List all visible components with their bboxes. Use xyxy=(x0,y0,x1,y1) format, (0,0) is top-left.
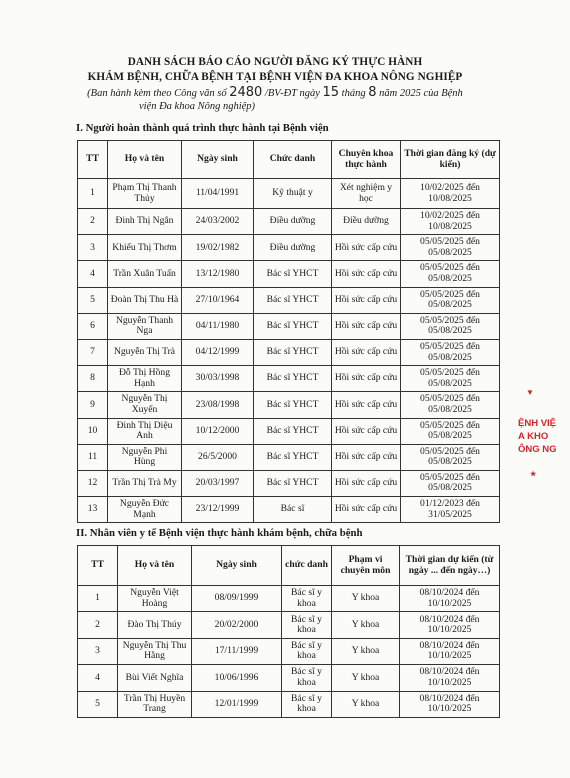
staff-table xyxy=(77,545,500,718)
cell-specialty: Hồi sức cấp cứu xyxy=(332,418,401,444)
cell-tt: 1 xyxy=(78,586,118,612)
subtitle-part: tháng xyxy=(339,88,369,99)
cell-title: Bác sĩ YHCT xyxy=(254,313,332,339)
practitioners-table xyxy=(77,140,500,523)
cell-period: 08/10/2024 đến 10/10/2025 xyxy=(400,638,500,664)
col-header-title: chức danh xyxy=(282,546,332,586)
cell-dob: 10/06/1996 xyxy=(192,665,282,691)
col-header-name: Họ và tên xyxy=(118,546,192,586)
table-row xyxy=(78,691,500,717)
cell-tt: 2 xyxy=(78,209,108,235)
cell-specialty: Hồi sức cấp cứu xyxy=(332,287,401,313)
cell-period: 05/05/2025 đến 05/08/2025 xyxy=(401,235,500,261)
cell-specialty: Hồi sức cấp cứu xyxy=(332,235,401,261)
staff-table-body xyxy=(78,586,500,718)
cell-name: Nguyễn Thị Thu Hằng xyxy=(118,638,192,664)
cell-name: Trần Thị Huyền Trang xyxy=(118,691,192,717)
cell-title: Bác sĩ YHCT xyxy=(254,392,332,418)
table-row xyxy=(78,586,500,612)
cell-tt: 5 xyxy=(78,287,108,313)
red-seal-stamp: ▼ ỆNH VIỆ A KHO ÔNG NG ★ xyxy=(518,388,557,478)
doc-title-line2: KHÁM BỆNH, CHỮA BỆNH TẠI BỆNH VIỆN ĐA KHOA NÔNG NGHIỆP xyxy=(87,71,463,83)
cell-name: Nguyễn Thị Xuyến xyxy=(108,392,182,418)
cell-specialty: Hồi sức cấp cứu xyxy=(332,470,401,496)
cell-period: 05/05/2025 đến 05/08/2025 xyxy=(401,313,500,339)
cell-tt: 12 xyxy=(78,470,108,496)
table-row xyxy=(78,418,500,444)
cell-name: Phạm Thị Thanh Thủy xyxy=(108,179,182,209)
stamp-line-2: A KHO xyxy=(518,431,549,442)
cell-tt: 6 xyxy=(78,313,108,339)
cell-period: 01/12/2023 đến 31/05/2025 xyxy=(401,497,500,523)
subtitle-part: năm 2025 của Bệnh xyxy=(376,88,463,99)
stamp-line-1: ỆNH VIỆ xyxy=(518,418,557,429)
col-header-title: Chức danh xyxy=(254,141,332,179)
cell-name: Trần Xuân Tuấn xyxy=(108,261,182,287)
cell-name: Đinh Thị Diệu Anh xyxy=(108,418,182,444)
table-row xyxy=(78,179,500,209)
cell-period: 05/05/2025 đến 05/08/2025 xyxy=(401,392,500,418)
cell-period: 05/05/2025 đến 05/08/2025 xyxy=(401,470,500,496)
cell-dob: 20/02/2000 xyxy=(192,612,282,638)
cell-name: Nguyễn Việt Hoàng xyxy=(118,586,192,612)
cell-title: Bác sĩ YHCT xyxy=(254,287,332,313)
cell-specialty: Hồi sức cấp cứu xyxy=(332,366,401,392)
col-header-dob: Ngày sinh xyxy=(192,546,282,586)
handwritten-doc-number: 2480 xyxy=(229,85,263,100)
cell-tt: 8 xyxy=(78,366,108,392)
cell-specialty: Y khoa xyxy=(332,691,400,717)
table-row xyxy=(78,612,500,638)
cell-dob: 27/10/1964 xyxy=(182,287,254,313)
cell-tt: 11 xyxy=(78,444,108,470)
cell-tt: 4 xyxy=(78,665,118,691)
cell-name: Nguyễn Đức Mạnh xyxy=(108,497,182,523)
col-header-period: Thời gian đăng ký (dự kiến) xyxy=(401,141,500,179)
cell-dob: 12/01/1999 xyxy=(192,691,282,717)
doc-subtitle-line2: viện Đa khoa Nông nghiệp) xyxy=(138,101,256,112)
cell-title: Bác sĩ xyxy=(254,497,332,523)
col-header-specialty: Chuyên khoa thực hành xyxy=(332,141,401,179)
table-row xyxy=(78,444,500,470)
cell-period: 05/05/2025 đến 05/08/2025 xyxy=(401,261,500,287)
cell-specialty: Hồi sức cấp cứu xyxy=(332,392,401,418)
cell-period: 10/02/2025 đến 10/08/2025 xyxy=(401,179,500,209)
table-header-row xyxy=(78,546,500,586)
cell-title: Bác sĩ YHCT xyxy=(254,366,332,392)
cell-period: 08/10/2024 đến 10/10/2025 xyxy=(400,691,500,717)
table-row xyxy=(78,209,500,235)
section-2-title: II. Nhân viên y tế Bệnh viện thực hành khám bệnh, chữa bệnh xyxy=(76,527,363,539)
cell-period: 05/05/2025 đến 05/08/2025 xyxy=(401,287,500,313)
table-row xyxy=(78,665,500,691)
cell-dob: 30/03/1998 xyxy=(182,366,254,392)
cell-dob: 19/02/1982 xyxy=(182,235,254,261)
cell-name: Đinh Thị Ngân xyxy=(108,209,182,235)
cell-tt: 4 xyxy=(78,261,108,287)
cell-specialty: Hồi sức cấp cứu xyxy=(332,339,401,365)
cell-period: 08/10/2024 đến 10/10/2025 xyxy=(400,612,500,638)
cell-period: 08/10/2024 đến 10/10/2025 xyxy=(400,665,500,691)
cell-name: Nguyễn Thị Trà xyxy=(108,339,182,365)
cell-title: Bác sĩ y khoa xyxy=(282,665,332,691)
cell-period: 05/05/2025 đến 05/08/2025 xyxy=(401,444,500,470)
cell-dob: 23/12/1999 xyxy=(182,497,254,523)
cell-dob: 08/09/1999 xyxy=(192,586,282,612)
table-row xyxy=(78,392,500,418)
cell-dob: 26/5/2000 xyxy=(182,444,254,470)
col-header-tt: TT xyxy=(78,141,108,179)
table-row xyxy=(78,287,500,313)
table-row xyxy=(78,339,500,365)
cell-title: Bác sĩ YHCT xyxy=(254,470,332,496)
cell-title: Bác sĩ YHCT xyxy=(254,444,332,470)
cell-title: Bác sĩ y khoa xyxy=(282,586,332,612)
cell-specialty: Hồi sức cấp cứu xyxy=(332,313,401,339)
cell-period: 08/10/2024 đến 10/10/2025 xyxy=(400,586,500,612)
cell-title: Bác sĩ YHCT xyxy=(254,418,332,444)
table-row xyxy=(78,313,500,339)
subtitle-part: /BV-ĐT ngày xyxy=(262,88,323,99)
col-header-dob: Ngày sinh xyxy=(182,141,254,179)
col-header-scope: Phạm vi chuyên môn xyxy=(332,546,400,586)
table-row xyxy=(78,235,500,261)
handwritten-day: 15 xyxy=(322,85,340,100)
cell-tt: 13 xyxy=(78,497,108,523)
cell-dob: 13/12/1980 xyxy=(182,261,254,287)
cell-tt: 9 xyxy=(78,392,108,418)
cell-specialty: Hồi sức cấp cứu xyxy=(332,444,401,470)
cell-tt: 2 xyxy=(78,612,118,638)
cell-name: Nguyễn Phi Hùng xyxy=(108,444,182,470)
table-row xyxy=(78,261,500,287)
col-header-name: Họ và tên xyxy=(108,141,182,179)
cell-dob: 04/11/1980 xyxy=(182,313,254,339)
cell-title: Bác sĩ y khoa xyxy=(282,691,332,717)
cell-specialty: Y khoa xyxy=(332,665,400,691)
cell-specialty: Hồi sức cấp cứu xyxy=(332,261,401,287)
cell-tt: 7 xyxy=(78,339,108,365)
cell-title: Bác sĩ YHCT xyxy=(254,261,332,287)
cell-tt: 1 xyxy=(78,179,108,209)
table-row xyxy=(78,497,500,523)
cell-specialty: Y khoa xyxy=(332,612,400,638)
cell-name: Đào Thị Thúy xyxy=(118,612,192,638)
cell-dob: 11/04/1991 xyxy=(182,179,254,209)
cell-name: Bùi Viết Nghĩa xyxy=(118,665,192,691)
cell-period: 10/02/2025 đến 10/08/2025 xyxy=(401,209,500,235)
doc-subtitle xyxy=(0,86,550,100)
cell-tt: 5 xyxy=(78,691,118,717)
cell-dob: 24/03/2002 xyxy=(182,209,254,235)
cell-dob: 20/03/1997 xyxy=(182,470,254,496)
cell-dob: 17/11/1999 xyxy=(192,638,282,664)
cell-name: Trần Thị Trà My xyxy=(108,470,182,496)
cell-name: Khiếu Thị Thơm xyxy=(108,235,182,261)
cell-name: Nguyễn Thanh Nga xyxy=(108,313,182,339)
practitioners-table-body xyxy=(78,179,500,523)
cell-title: Điều dưỡng xyxy=(254,209,332,235)
cell-tt: 3 xyxy=(78,235,108,261)
cell-specialty: Điều dưỡng xyxy=(332,209,401,235)
cell-period: 05/05/2025 đến 05/08/2025 xyxy=(401,418,500,444)
cell-specialty: Y khoa xyxy=(332,586,400,612)
cell-tt: 10 xyxy=(78,418,108,444)
stamp-line-3: ÔNG NG xyxy=(518,444,557,455)
cell-dob: 23/08/1998 xyxy=(182,392,254,418)
cell-name: Đoàn Thị Thu Hà xyxy=(108,287,182,313)
cell-dob: 10/12/2000 xyxy=(182,418,254,444)
subtitle-part: (Ban hành kèm theo Công văn số xyxy=(87,88,230,99)
cell-title: Điều dưỡng xyxy=(254,235,332,261)
cell-dob: 04/12/1999 xyxy=(182,339,254,365)
handwritten-month: 8 xyxy=(368,85,377,100)
col-header-period: Thời gian dự kiến (từ ngày ... đến ngày…) xyxy=(400,546,500,586)
cell-title: Kỹ thuật y xyxy=(254,179,332,209)
table-header-row xyxy=(78,141,500,179)
cell-period: 05/05/2025 đến 05/08/2025 xyxy=(401,339,500,365)
cell-title: Bác sĩ y khoa xyxy=(282,612,332,638)
table-row xyxy=(78,470,500,496)
cell-specialty: Hồi sức cấp cứu xyxy=(332,497,401,523)
cell-name: Đỗ Thị Hồng Hạnh xyxy=(108,366,182,392)
col-header-tt: TT xyxy=(78,546,118,586)
doc-title-line1: DANH SÁCH BÁO CÁO NGƯỜI ĐĂNG KÝ THỰC HÀNH xyxy=(127,56,423,68)
section-1-title: I. Người hoàn thành quá trình thực hành tại Bệnh viện xyxy=(76,122,329,134)
table-row xyxy=(78,366,500,392)
cell-period: 05/05/2025 đến 05/08/2025 xyxy=(401,366,500,392)
cell-tt: 3 xyxy=(78,638,118,664)
cell-title: Bác sĩ YHCT xyxy=(254,339,332,365)
table-row xyxy=(78,638,500,664)
cell-specialty: Xét nghiệm y học xyxy=(332,179,401,209)
cell-specialty: Y khoa xyxy=(332,638,400,664)
cell-title: Bác sĩ y khoa xyxy=(282,638,332,664)
